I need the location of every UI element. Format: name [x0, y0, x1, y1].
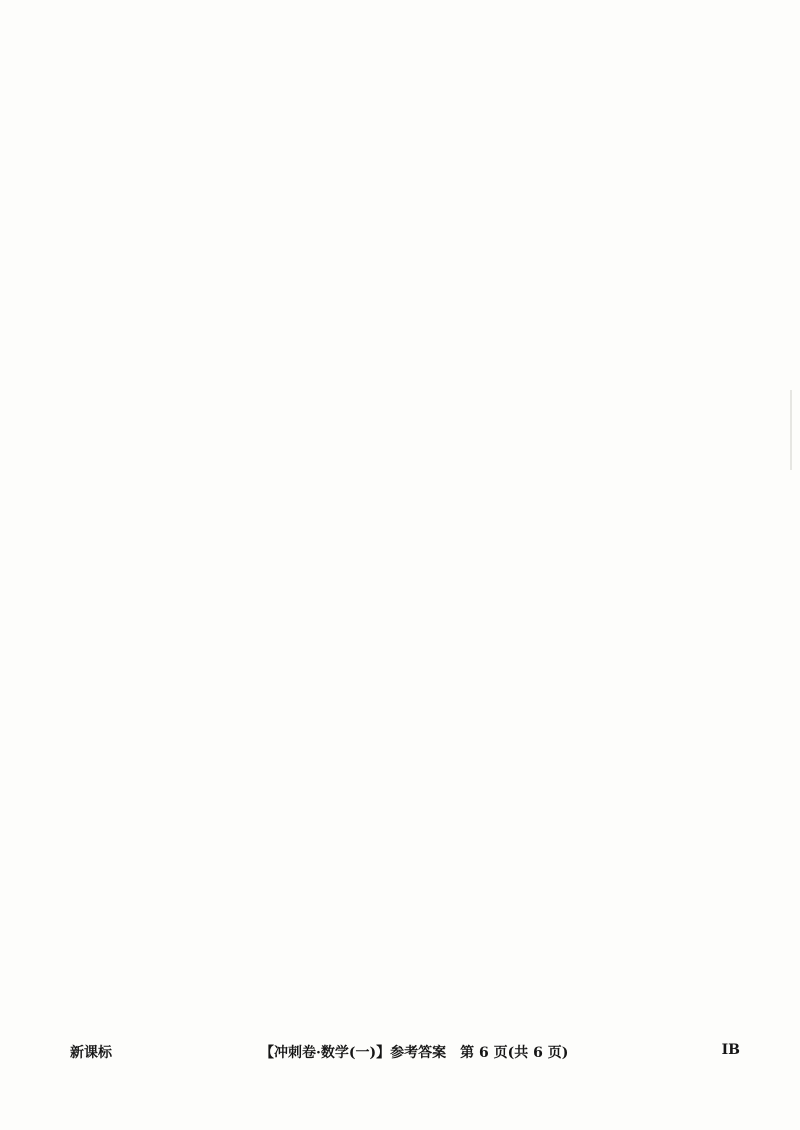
page-footer — [70, 1042, 740, 1062]
scan-edge-mark — [790, 390, 792, 470]
version-label: IB — [721, 1042, 740, 1058]
curriculum-label: 新课标 — [70, 1045, 112, 1061]
page-info: 【冲刺卷·数学(一)】参考答案 第 6 页(共 6 页) — [260, 1045, 569, 1061]
